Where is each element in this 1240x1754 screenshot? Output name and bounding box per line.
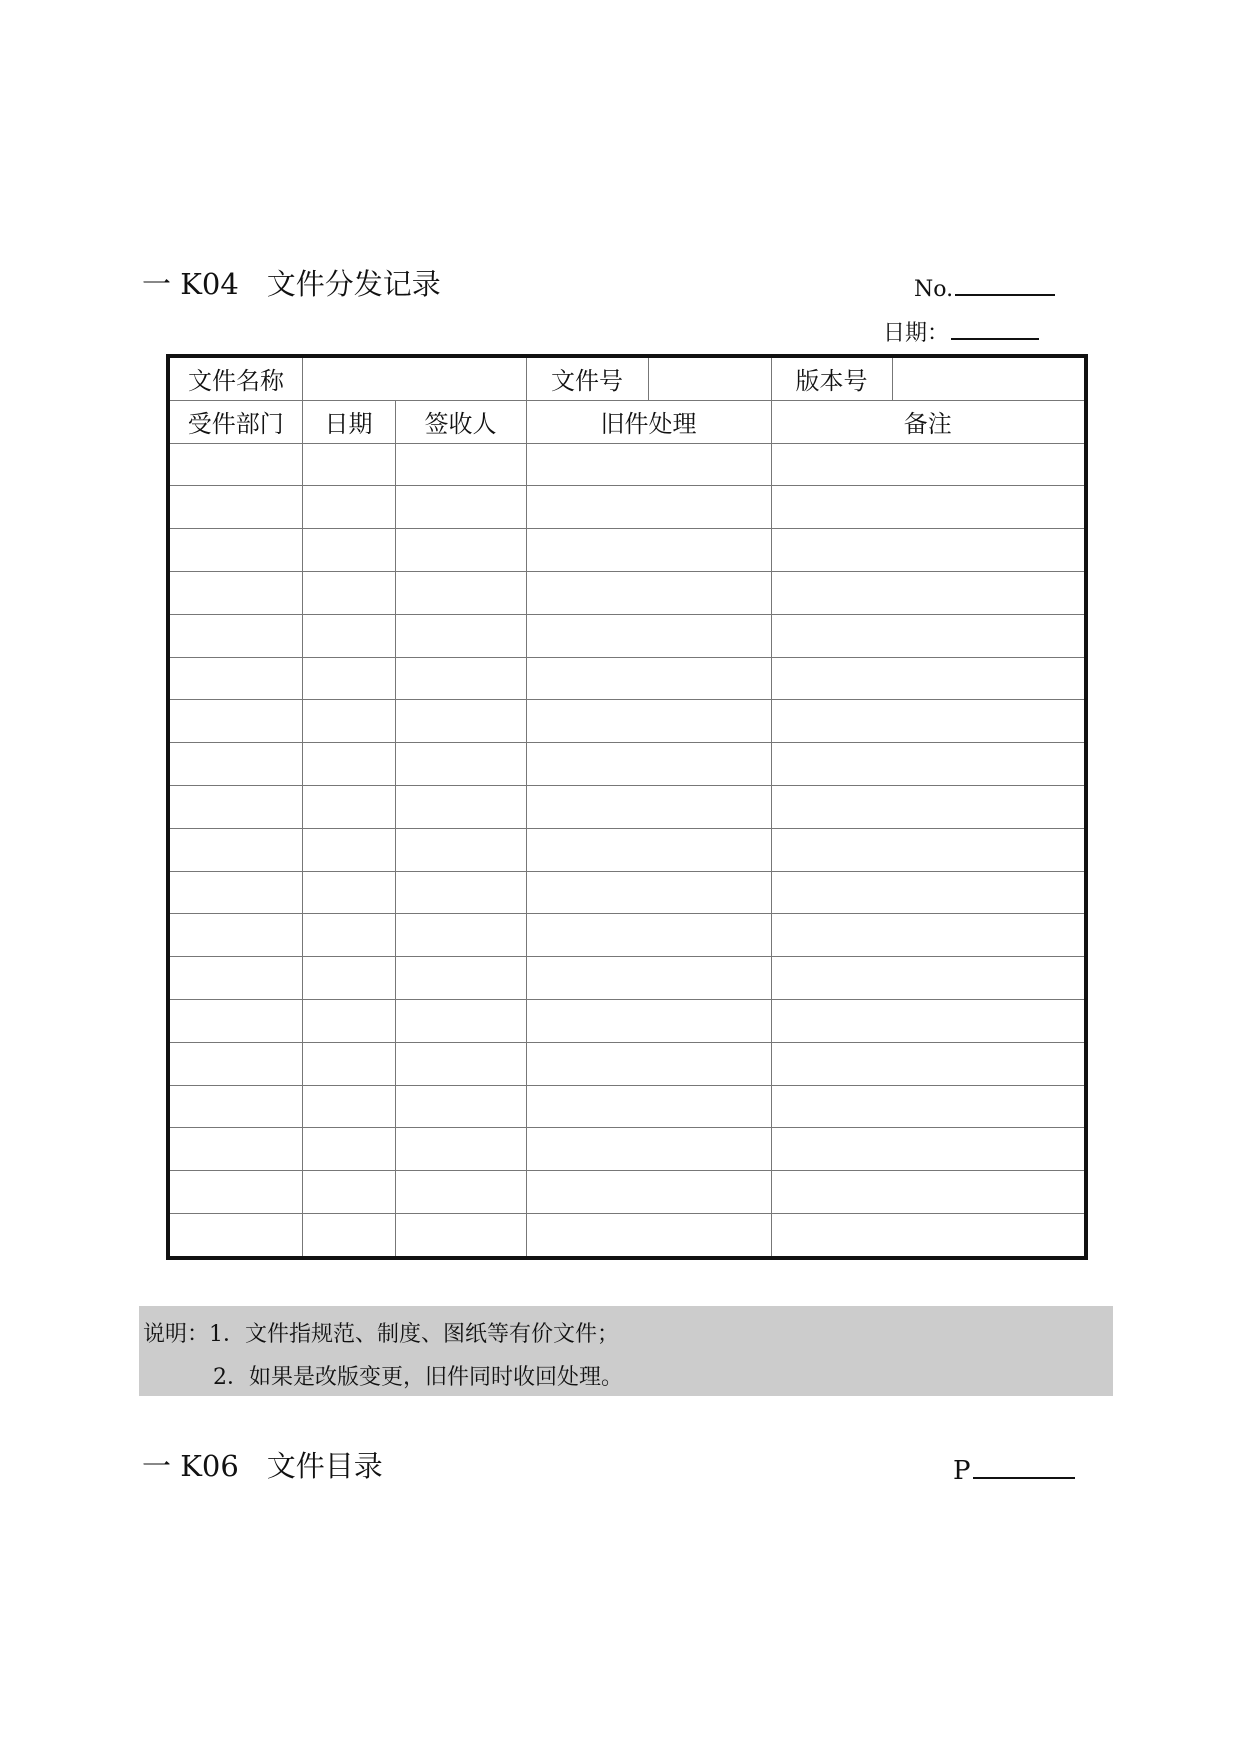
next-form-code: 一 K06 — [142, 1449, 239, 1483]
form-date-field — [883, 316, 1039, 349]
old-copy-handling-cell[interactable] — [526, 1171, 771, 1214]
signer-cell[interactable] — [395, 1042, 526, 1085]
table-row — [168, 572, 1086, 615]
old-copy-handling-cell[interactable] — [526, 786, 771, 829]
date-cell[interactable] — [302, 871, 395, 914]
distribution-table — [166, 354, 1088, 1260]
date-cell[interactable] — [302, 700, 395, 743]
receiving-department-cell[interactable] — [168, 443, 302, 486]
date-cell[interactable] — [302, 614, 395, 657]
signer-cell[interactable] — [395, 828, 526, 871]
remarks-cell[interactable] — [771, 1042, 1086, 1085]
old-copy-handling-cell[interactable] — [526, 1085, 771, 1128]
signer-cell[interactable] — [395, 1085, 526, 1128]
column-header-receiving-department: 受件部门 — [168, 400, 302, 443]
signer-cell[interactable] — [395, 743, 526, 786]
remarks-cell[interactable] — [771, 999, 1086, 1042]
date-cell[interactable] — [302, 529, 395, 572]
table-row — [168, 1042, 1086, 1085]
form-date-blank[interactable] — [951, 316, 1039, 340]
signer-cell[interactable] — [395, 529, 526, 572]
page-number-blank[interactable] — [973, 1451, 1075, 1479]
page-number-field — [953, 1451, 1075, 1488]
receiving-department-cell[interactable] — [168, 957, 302, 1000]
old-copy-handling-cell[interactable] — [526, 1213, 771, 1258]
table-row — [168, 1213, 1086, 1258]
receiving-department-cell[interactable] — [168, 614, 302, 657]
remarks-cell[interactable] — [771, 486, 1086, 529]
old-copy-handling-cell[interactable] — [526, 999, 771, 1042]
old-copy-handling-cell[interactable] — [526, 572, 771, 615]
remarks-cell[interactable] — [771, 700, 1086, 743]
form-number-field — [914, 272, 1055, 305]
receiving-department-cell[interactable] — [168, 914, 302, 957]
receiving-department-cell[interactable] — [168, 828, 302, 871]
date-cell[interactable] — [302, 914, 395, 957]
date-cell[interactable] — [302, 1213, 395, 1258]
signer-cell[interactable] — [395, 786, 526, 829]
receiving-department-cell[interactable] — [168, 657, 302, 700]
table-row — [168, 486, 1086, 529]
old-copy-handling-cell[interactable] — [526, 871, 771, 914]
receiving-department-cell[interactable] — [168, 1171, 302, 1214]
receiving-department-cell[interactable] — [168, 871, 302, 914]
signer-cell[interactable] — [395, 999, 526, 1042]
table-row — [168, 957, 1086, 1000]
form-number-label: No. — [914, 277, 954, 302]
remarks-cell[interactable] — [771, 614, 1086, 657]
old-copy-handling-cell[interactable] — [526, 1042, 771, 1085]
remarks-cell[interactable] — [771, 443, 1086, 486]
signer-cell[interactable] — [395, 657, 526, 700]
date-cell[interactable] — [302, 1085, 395, 1128]
receiving-department-cell[interactable] — [168, 786, 302, 829]
table-header-row — [168, 400, 1086, 443]
column-header-date: 日期 — [302, 400, 395, 443]
old-copy-handling-cell[interactable] — [526, 743, 771, 786]
receiving-department-cell[interactable] — [168, 486, 302, 529]
receiving-department-cell[interactable] — [168, 572, 302, 615]
signer-cell[interactable] — [395, 914, 526, 957]
note-line-1: 说明：1．文件指规范、制度、图纸等有价文件； — [143, 1322, 619, 1347]
remarks-cell[interactable] — [771, 914, 1086, 957]
form-title — [142, 264, 441, 304]
table-row — [168, 1128, 1086, 1171]
remarks-cell[interactable] — [771, 828, 1086, 871]
date-cell[interactable] — [302, 743, 395, 786]
document-name-label: 文件名称 — [168, 356, 302, 400]
old-copy-handling-cell[interactable] — [526, 957, 771, 1000]
old-copy-handling-cell[interactable] — [526, 700, 771, 743]
date-cell[interactable] — [302, 1128, 395, 1171]
column-header-remarks: 备注 — [771, 400, 1086, 443]
document-name-value-cell[interactable] — [302, 356, 526, 400]
date-cell[interactable] — [302, 828, 395, 871]
old-copy-handling-cell[interactable] — [526, 1128, 771, 1171]
date-cell[interactable] — [302, 999, 395, 1042]
remarks-cell[interactable] — [771, 871, 1086, 914]
note-line-2: 2．如果是改版变更，旧件同时收回处理。 — [213, 1365, 623, 1390]
remarks-cell[interactable] — [771, 572, 1086, 615]
form-number-blank[interactable] — [955, 272, 1055, 296]
date-cell[interactable] — [302, 486, 395, 529]
table-row — [168, 1171, 1086, 1214]
old-copy-handling-cell[interactable] — [526, 529, 771, 572]
table-row — [168, 529, 1086, 572]
remarks-cell[interactable] — [771, 1213, 1086, 1258]
notes-box — [139, 1306, 1113, 1396]
version-number-label: 版本号 — [771, 356, 892, 400]
signer-cell[interactable] — [395, 486, 526, 529]
receiving-department-cell[interactable] — [168, 1128, 302, 1171]
table-row-document-info — [168, 356, 1086, 400]
signer-cell[interactable] — [395, 1128, 526, 1171]
signer-cell[interactable] — [395, 443, 526, 486]
table-row — [168, 914, 1086, 957]
next-form-name: 文件目录 — [266, 1449, 383, 1483]
table-row — [168, 828, 1086, 871]
signer-cell[interactable] — [395, 700, 526, 743]
receiving-department-cell[interactable] — [168, 743, 302, 786]
table-row — [168, 614, 1086, 657]
old-copy-handling-cell[interactable] — [526, 657, 771, 700]
old-copy-handling-cell[interactable] — [526, 614, 771, 657]
form-code: 一 K04 — [142, 267, 239, 301]
remarks-cell[interactable] — [771, 1171, 1086, 1214]
column-header-signer: 签收人 — [395, 400, 526, 443]
remarks-cell[interactable] — [771, 657, 1086, 700]
old-copy-handling-cell[interactable] — [526, 914, 771, 957]
table-row — [168, 443, 1086, 486]
table-row — [168, 871, 1086, 914]
receiving-department-cell[interactable] — [168, 700, 302, 743]
page-number-label: P — [953, 1456, 971, 1486]
column-header-old-copy-handling: 旧件处理 — [526, 400, 771, 443]
remarks-cell[interactable] — [771, 1128, 1086, 1171]
table-row — [168, 999, 1086, 1042]
old-copy-handling-cell[interactable] — [526, 828, 771, 871]
date-cell[interactable] — [302, 657, 395, 700]
version-number-value-cell[interactable] — [892, 356, 1086, 400]
document-number-value-cell[interactable] — [648, 356, 771, 400]
signer-cell[interactable] — [395, 572, 526, 615]
remarks-cell[interactable] — [771, 743, 1086, 786]
signer-cell[interactable] — [395, 871, 526, 914]
signer-cell[interactable] — [395, 1213, 526, 1258]
old-copy-handling-cell[interactable] — [526, 486, 771, 529]
old-copy-handling-cell[interactable] — [526, 443, 771, 486]
signer-cell[interactable] — [395, 1171, 526, 1214]
remarks-cell[interactable] — [771, 786, 1086, 829]
remarks-cell[interactable] — [771, 1085, 1086, 1128]
table-row — [168, 700, 1086, 743]
date-cell[interactable] — [302, 1171, 395, 1214]
table-row — [168, 786, 1086, 829]
date-cell[interactable] — [302, 786, 395, 829]
receiving-department-cell[interactable] — [168, 1213, 302, 1258]
date-cell[interactable] — [302, 957, 395, 1000]
signer-cell[interactable] — [395, 614, 526, 657]
date-cell[interactable] — [302, 443, 395, 486]
remarks-cell[interactable] — [771, 529, 1086, 572]
table-row — [168, 657, 1086, 700]
form-date-label: 日期： — [883, 321, 950, 346]
date-cell[interactable] — [302, 572, 395, 615]
remarks-cell[interactable] — [771, 957, 1086, 1000]
table-row — [168, 743, 1086, 786]
receiving-department-cell[interactable] — [168, 999, 302, 1042]
next-form-title — [142, 1446, 383, 1486]
document-number-label: 文件号 — [526, 356, 648, 400]
table-row — [168, 1085, 1086, 1128]
receiving-department-cell[interactable] — [168, 1042, 302, 1085]
form-name: 文件分发记录 — [266, 267, 441, 301]
date-cell[interactable] — [302, 1042, 395, 1085]
receiving-department-cell[interactable] — [168, 529, 302, 572]
signer-cell[interactable] — [395, 957, 526, 1000]
receiving-department-cell[interactable] — [168, 1085, 302, 1128]
